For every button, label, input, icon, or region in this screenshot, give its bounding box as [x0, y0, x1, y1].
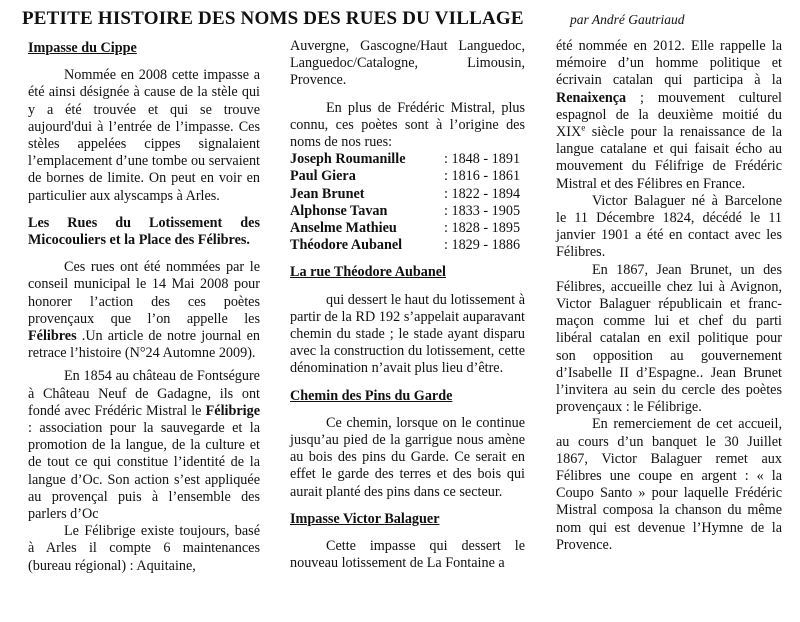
column-3: [556, 38, 782, 554]
section-heading-chemin-des-pins: Chemin des Pins du Garde: [290, 387, 453, 404]
section-heading-impasse-victor-balaguer: Impasse Victor Balaguer: [290, 510, 440, 527]
poet-row: Paul Giera : 1816 - 1861: [290, 168, 521, 185]
paragraph-cippe: Nommée en 2008 cette impasse a été ainsi désignée à cause de la stèle qui y a été trouvée et qui se trouve aujourd'dui à l’entrée de l’impasse. Ces stèles appelées cippes signalaient l’emplacement d’une tombe ou servaient de bornes de limite. On peut en voir en particulier aux alyscamps à Arles.: [28, 67, 260, 204]
page-title: PETITE HISTOIRE DES NOMS DES RUES DU VILLAGE: [22, 8, 524, 29]
poet-row: Joseph Roumanille : 1848 - 1891: [290, 151, 521, 168]
column-2: [290, 38, 525, 572]
paragraph-balaguer-cont: été nommée en 2012. Elle rappelle la mémoire d’un homme politique et écrivain catalan qui participa à la Renaixença ; mouvement culturel espagnol de la deuxième moitié du XIXe siècle pour la renaissance de la langue catalane et qui faisait écho au mouvement du Félifrige de Frédéric Mistral et des Félibres en France.: [556, 38, 782, 192]
poet-row: Jean Brunet : 1822 - 1894: [290, 185, 521, 202]
paragraph-aubanel: qui dessert le haut du lotissement à partir de la RD 192 s’appelait auparavant chemin du stade ; le stade ayant disparu avec la construction du lotissement, cette dénomination n’avait plus lieu d’être.: [290, 291, 525, 377]
paragraph-pins-du-garde: Ce chemin, lorsque on le continue jusqu’au pied de la garrigue nous amène au bois des pins du Garde. Ce serait en effet le garde des terres et des bois qui aurait planté des pins dans ce secteur.: [290, 414, 525, 500]
term-felibres: Félibres: [28, 328, 77, 345]
section-heading-impasse-du-cippe: Impasse du Cippe: [28, 40, 137, 56]
paragraph-brunet-1867: En 1867, Jean Brunet, un des Félibres, accueille chez lui à Avignon, Victor Balaguer républicain et franc-maçon comme lui et chef du parti libéral catalan en exil politique pour son opposition au gouvernement d’Isabelle II d’Espagne.. Jean Brunet l’invitera au sein du cercle des poètes provençaux : le Félibrige.: [556, 261, 782, 416]
term-felibrige: Félibrige: [205, 402, 260, 419]
paragraph-felibres-naming: Ces rues ont été nommées par le conseil municipal le 14 Mai 2008 pour honorer l’action des ces poètes provençaux que l’on appelle les Félibres .Un article de notre journal en retrace l’histoire (N°24 Automne 2009).: [28, 259, 260, 362]
poet-row: Théodore Aubanel : 1829 - 1886: [290, 237, 521, 254]
poets-list: [290, 151, 525, 254]
column-1: [28, 40, 260, 575]
poet-row: Alphonse Tavan : 1833 - 1905: [290, 202, 521, 219]
section-heading-rue-theodore-aubanel: La rue Théodore Aubanel: [290, 264, 446, 281]
paragraph-balaguer-bio: Victor Balaguer né à Barcelone le 11 Décembre 1824, décédé le 11 janvier 1901 a été en contact avec les Félibres.: [556, 192, 782, 261]
paragraph-poets-intro: En plus de Frédéric Mistral, plus connu, ces poètes sont à l’origine des noms de nos rues:: [290, 99, 525, 151]
poet-row: Anselme Mathieu : 1828 - 1895: [290, 220, 521, 237]
paragraph-coupo-santo: En remerciement de cet accueil, au cours d’un banquet le 30 Juillet 1867, Victor Balaguer remet aux Félibres une coupe en argent : « la Coupo Santo » pour laquelle Frédéric Mistral composa la chanson du même nom qui est devenue l’Hymne de la Provence.: [556, 416, 782, 553]
paragraph-maintenances-cont: Auvergne, Gascogne/Haut Languedoc, Languedoc/Catalogne, Limousin, Provence.: [290, 38, 525, 89]
section-heading-lotissement-micocouliers: Les Rues du Lotissement des Micocouliers et la Place des Félibres.: [28, 214, 260, 249]
term-renaixenca: Renaixença: [556, 89, 627, 106]
author-byline: par André Gautriaud: [570, 12, 685, 27]
paragraph-felibrige-founding: En 1854 au château de Fontségure à Château Neuf de Gadagne, ils ont fondé avec Frédéric Mistral le Félibrige : association pour la sauvegarde et la promotion de la langue, de la culture et de tout ce qui constitue l’identité de la langue d’Oc. Son action s’est appliquée au provençal puis à l’ensemble des parlers d’Oc: [28, 368, 260, 523]
paragraph-balaguer-start: Cette impasse qui dessert le nouveau lotissement de La Fontaine a: [290, 538, 525, 572]
page-header: [22, 6, 792, 32]
paragraph-felibrige-today: Le Félibrige existe toujours, basé à Arles il compte 6 maintenances (bureau régional) : Aquitaine,: [28, 523, 260, 574]
